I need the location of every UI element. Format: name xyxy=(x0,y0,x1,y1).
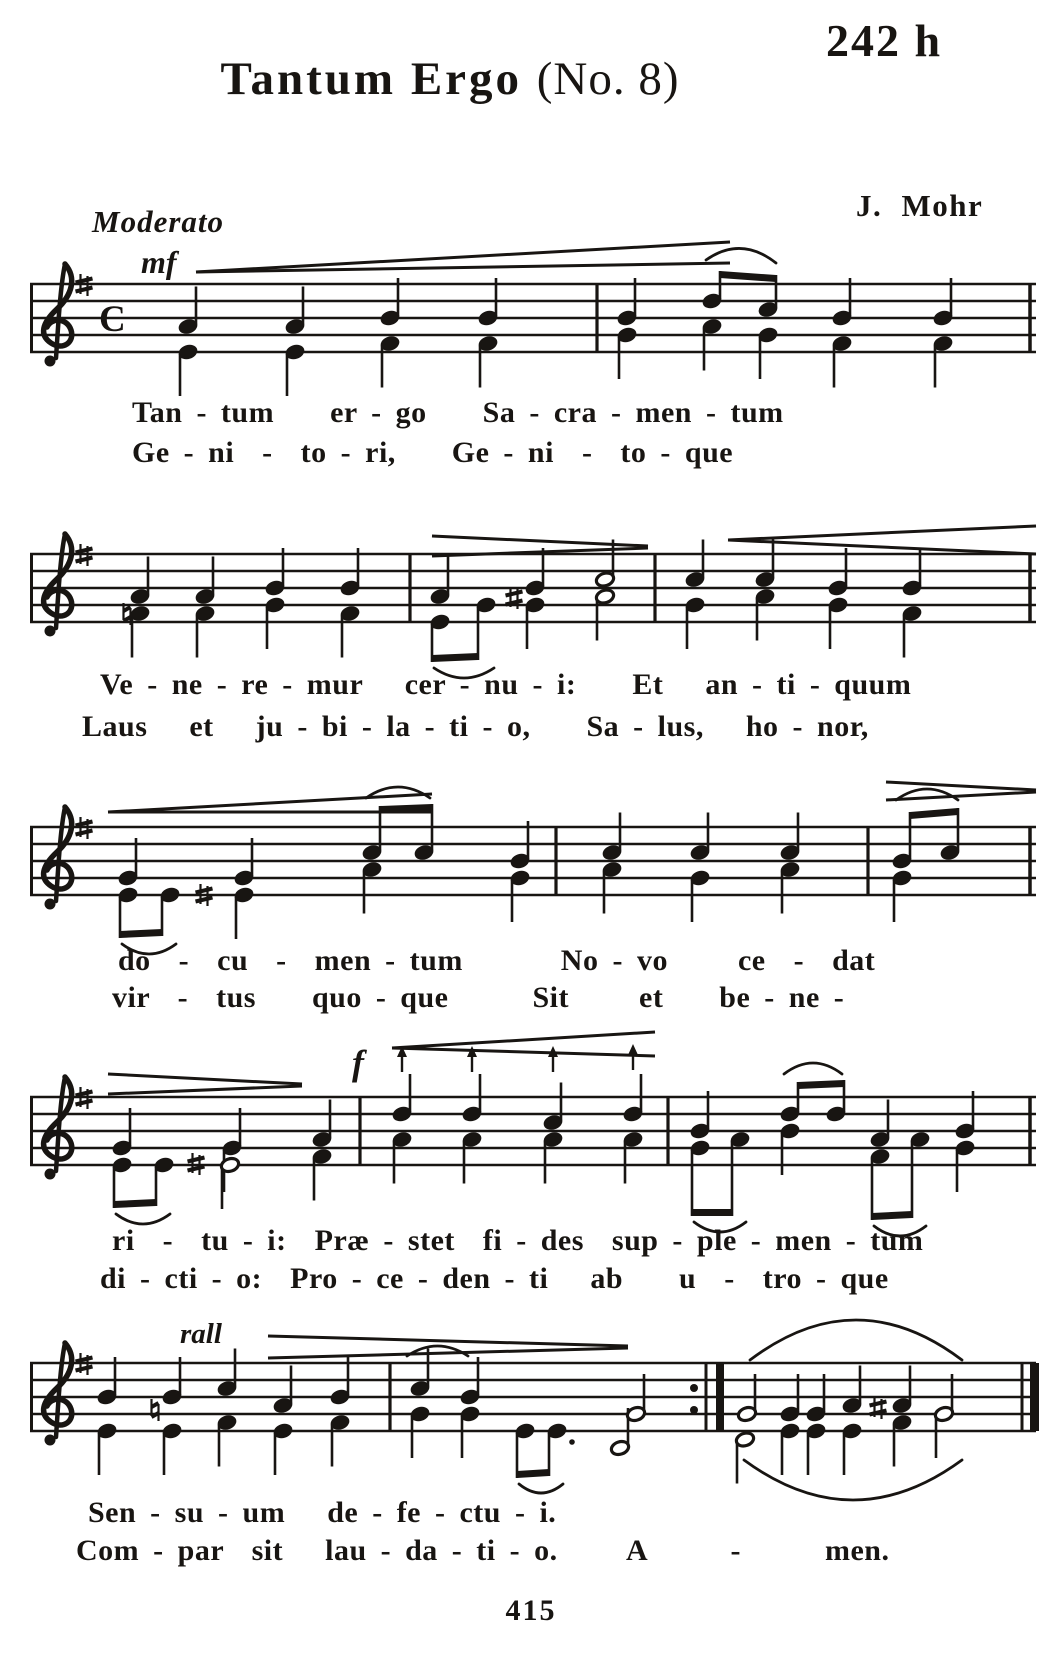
staff-system-4 xyxy=(30,1032,1036,1236)
page-number: 415 xyxy=(505,1594,557,1627)
tempo-marking-rall: rall xyxy=(180,1318,222,1350)
composer-name: J. Mohr xyxy=(856,188,984,223)
catalog-number: 242 h xyxy=(826,15,943,66)
lyric-line-system3-verse2: vir - tus quo - que Sit et be - ne - xyxy=(112,981,845,1014)
lyric-line-system4-verse2: di - cti - o: Pro - ce - den - ti ab u - tro - que xyxy=(100,1262,889,1295)
staff-system-1 xyxy=(30,242,1036,396)
staff-system-5 xyxy=(30,1320,1039,1500)
dynamic-marking-f: f xyxy=(352,1043,364,1083)
dynamic-marking-mf: mf xyxy=(141,244,177,280)
lyric-line-system4-verse1: ri - tu - i: Præ - stet fi - des sup - ple - men - tum xyxy=(112,1224,924,1257)
lyric-line-system3-verse1: do - cu - men - tum No - vo ce - dat xyxy=(118,944,876,977)
staff-system-2 xyxy=(30,526,1036,678)
svg-text:C: C xyxy=(99,299,126,340)
tempo-marking: Moderato xyxy=(92,204,224,239)
lyric-line-system1-verse1: Tan - tum er - go Sa - cra - men - tum xyxy=(132,396,784,429)
lyric-line-system5-verse1: Sen - su - um de - fe - ctu - i. xyxy=(88,1496,557,1529)
lyric-line-system5-verse2: Com - par sit lau - da - ti - o. A - men. xyxy=(76,1534,890,1567)
staff-system-3 xyxy=(30,782,1036,954)
lyric-line-system1-verse2: Ge - ni - to - ri, Ge - ni - to - que xyxy=(132,436,734,469)
piece-title-number: (No. 8) xyxy=(536,53,680,105)
lyric-line-system2-verse1: Ve - ne - re - mur cer - nu - i: Et an - ti - quum xyxy=(100,668,912,701)
piece-title-main: Tantum Ergo xyxy=(220,53,523,105)
lyric-line-system2-verse2: Laus et ju - bi - la - ti - o, Sa - lus, ho - nor, xyxy=(82,710,869,743)
